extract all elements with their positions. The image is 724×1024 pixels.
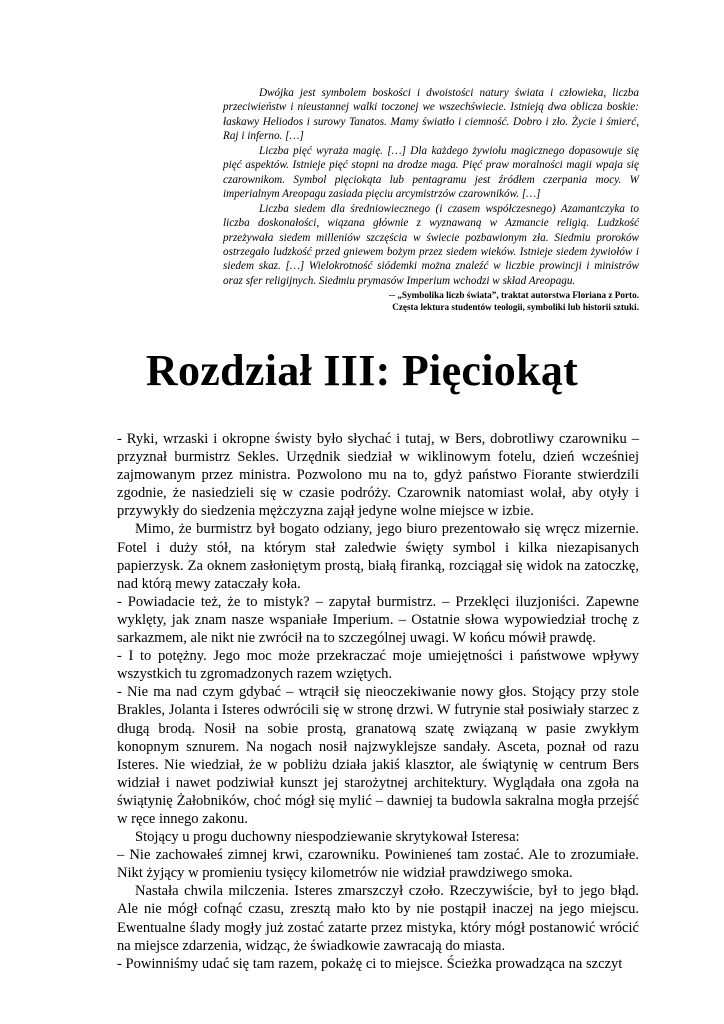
epigraph-paragraph: Liczba siedem dla średniowiecznego (i czasem współczesnego) Azamantczyka to liczba doskonałości, wiązana głównie z wyznawaną w Azmancie religią. Ludzkość przeżywała siedem milleniów szczęścia w świecie pozbawionym zła. Siedmiu proroków ostrzegało ludzkość przed gniewem bożym przez siedem wieków. Istnieje siedem żywiołów i siedem skaz. […] Wielokrotność siódemki można znaleźć w liczbie prowincji i ministrów oraz sfer religijnych. Siedmiu prymasów Imperium wchodzi w skład Areopagu.	[223, 202, 639, 287]
body-paragraph: - I to potężny. Jego moc może przekraczać moje umiejętności i państwowe wpływy wszystkich tu zgromadzonych razem wziętych.	[117, 648, 639, 683]
body-paragraph: Mimo, że burmistrz był bogato odziany, jego biuro prezentowało się wręcz mizernie. Fotel i duży stół, na którym stał zaledwie święty symbol i kilka niezapisanych papierzysk. Za oknem zasłoniętym prostą, białą firanką, rozciągał się widok na zatoczkę, nad którą mewy zataczały koła.	[117, 521, 639, 592]
body-paragraph: - Ryki, wrzaski i okropne świsty było słychać i tutaj, w Bers, dobrotliwy czarowniku – przyznał burmistrz Sekles. Urzędnik siedział w wiklinowym fotelu, dzień wcześniej zajmowanym przez ministra. Pozwolono mu na to, gdyż państwo Fiorante stwierdzili zgodnie, że nasiedzieli się w czasie podróży. Czarownik natomiast wolał, aby otyły i przywykły do siedzenia mężczyzna zajął jedyne wolne miejsce w izbie.	[117, 431, 639, 520]
body-paragraph: - Powinniśmy udać się tam razem, pokażę ci to miejsce. Ścieżka prowadząca na szczyt	[117, 955, 623, 972]
body-paragraph: - Nie ma nad czym gdybać – wtrącił się nieoczekiwanie nowy głos. Stojący przy stole Brakles, Jolanta i Isteres odwrócili się w stronę drzwi. W futrynie stał posiwiały starzec z długą brodą. Nosił na sobie prostą, granatową szatę związaną w pasie zwykłym konopnym sznurem. Na nogach nosił najzwyklejsze sandały. Asceta, poznał od razu Isteres. Nie wiedział, że w pobliżu działa jakiś klasztor, ale świątynię w centrum Bers widział i nawet podziwiał kunszt jej starożytnej architektury. Wyglądała ona zgoła na świątynię Żałobników, choć mógł się mylić – dawniej ta budowla sakralna mogła przejść w ręce innego zakonu.	[117, 684, 639, 827]
epigraph	[223, 86, 639, 313]
body-paragraph: – Nie zachowałeś zimnej krwi, czarowniku. Powinieneś tam zostać. Ale to zrozumiałe. Nikt żyjący w promieniu tysięcy kilometrów nie widział prawdziwego smoka.	[117, 847, 639, 882]
epigraph-attribution: -- „Symbolika liczb świata”, traktat autorstwa Floriana z Porto.	[388, 290, 639, 301]
chapter-title: Rozdział III: Pięciokąt	[145, 346, 579, 395]
body-paragraph: Stojący u progu duchowny niespodziewanie skrytykował Isteresa:	[135, 829, 520, 846]
body-paragraph: - Powiadacie też, że to mistyk? – zapytał burmistrz. – Przeklęci iluzjoniści. Zapewne wyklęty, jak znam nasze wspaniałe Imperium. – Ostatnie słowa wypowiedział trochę z sarkazmem, ale nikt nie zwrócił na to szczególnej uwagi. W końcu mówił prawdę.	[117, 593, 639, 647]
epigraph-paragraph: Liczba pięć wyraża magię. […] Dla każdego żywiołu magicznego dopasowuje się pięć aspektów. Istnieje pięć stopni na drodze maga. Pięć praw moralności magii wpaja się czarownikom. Symbol pięciokąta lub pentagramu jest źródłem czerpania mocy. W imperialnym Areopagu zasiada pięciu arcymistrzów czarowników. […]	[223, 144, 639, 201]
epigraph-attribution-note: Częsta lektura studentów teologii, symboliki lub historii sztuki.	[392, 302, 639, 313]
body-paragraph: Nastała chwila milczenia. Isteres zmarszczył czoło. Rzeczywiście, był to jego błąd. Ale nie mógł cofnąć czasu, zresztą mało kto by nie postąpił inaczej na jego miejscu. Ewentualne ślady mogły już zostać zatarte przez mistyka, który mógł postanowić wrócić na miejsce zdarzenia, widząc, że świadkowie zawracają do miasta.	[117, 883, 639, 954]
body-text	[117, 430, 639, 973]
epigraph-paragraph: Dwójka jest symbolem boskości i dwoistości natury świata i człowieka, liczba przeciwieństw i nieustannej walki toczonej we wszechświecie. Istnieją dwa oblicza boskie: łaskawy Heliodos i surowy Tanatos. Mamy światło i ciemność. Dobro i zło. Życie i śmierć, Raj i inferno. […]	[223, 87, 639, 143]
